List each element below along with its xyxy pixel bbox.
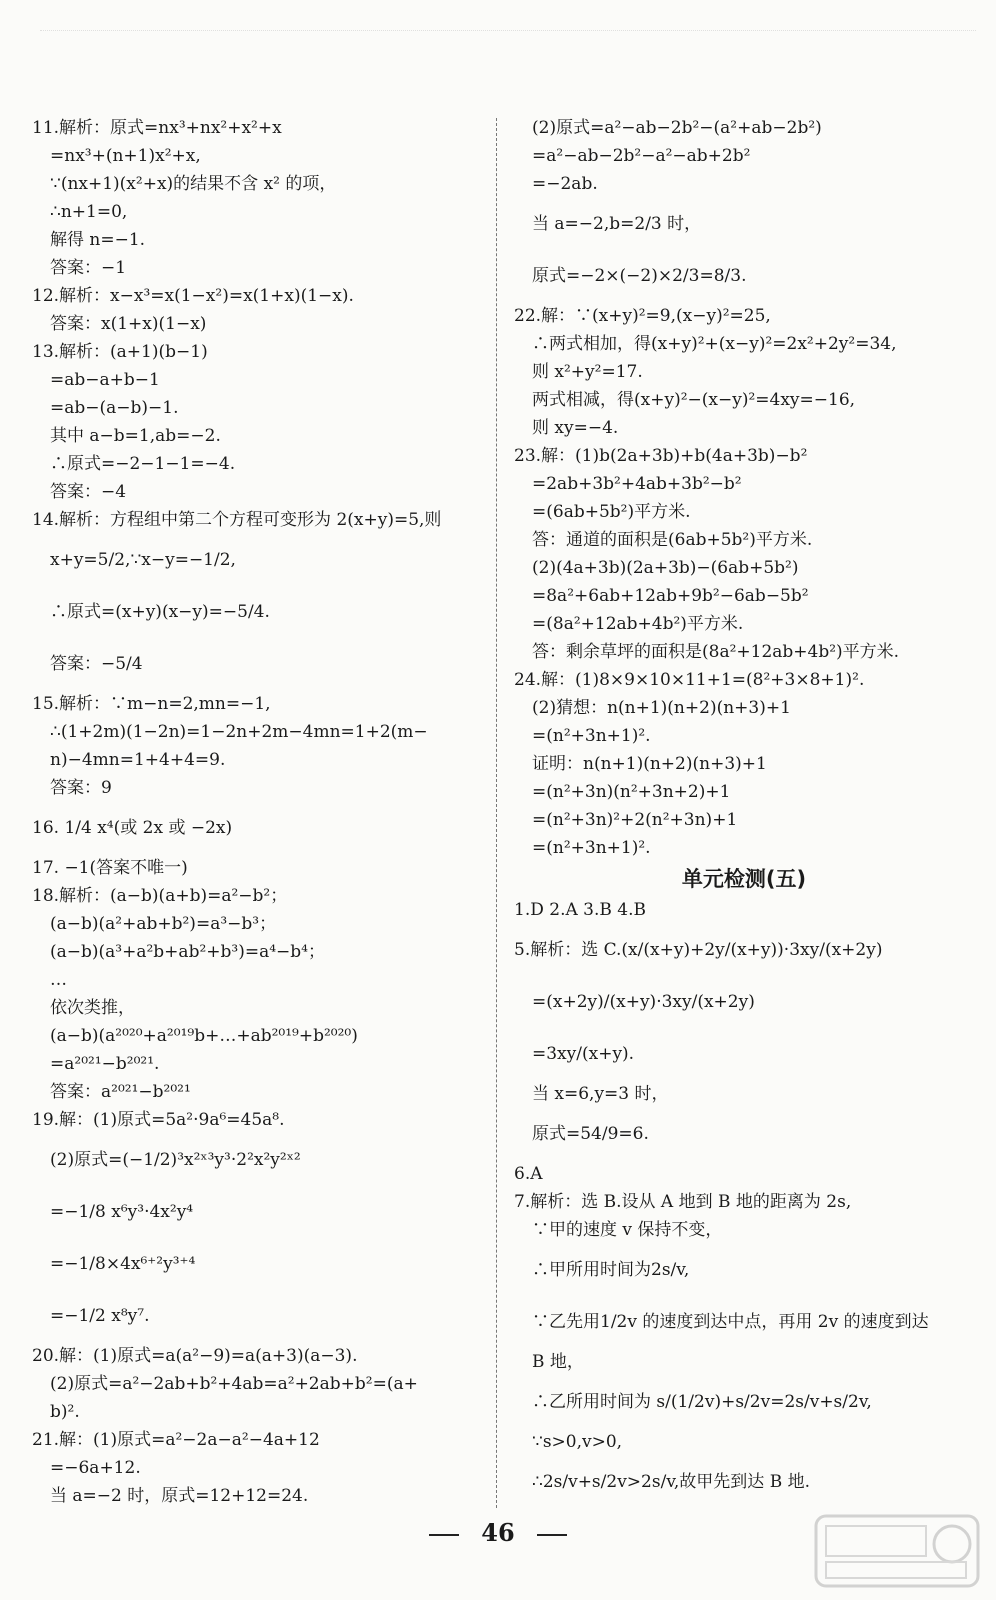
answer-line: 证明：n(n+1)(n+2)(n+3)+1 bbox=[532, 754, 767, 774]
answer-line: 22.解：∵(x+y)²=9,(x−y)²=25, bbox=[514, 306, 771, 326]
answer-line: =ab−a+b−1 bbox=[50, 370, 160, 390]
answer-line: 11.解析：原式=nx³+nx²+x²+x bbox=[32, 118, 282, 138]
answer-line: =−6a+12. bbox=[50, 1458, 141, 1478]
answer-line: 5.解析：选 C.(x/(x+y)+2y/(x+y))·3xy/(x+2y) bbox=[514, 940, 883, 960]
answer-line: 答案：a²⁰²¹−b²⁰²¹ bbox=[50, 1082, 191, 1102]
answer-line: 答案：9 bbox=[50, 778, 112, 798]
answer-line: =(n²+3n)²+2(n²+3n)+1 bbox=[532, 810, 738, 830]
page-top-edge bbox=[40, 14, 976, 31]
answer-line: =(n²+3n+1)². bbox=[532, 838, 651, 858]
answer-line: 24.解：(1)8×9×10×11+1=(8²+3×8+1)². bbox=[514, 670, 865, 690]
answer-line: ∵(nx+1)(x²+x)的结果不含 x² 的项， bbox=[50, 174, 337, 194]
answer-line: (2)原式=a²−ab−2b²−(a²+ab−2b²) bbox=[532, 118, 822, 138]
answer-line: 12.解析：x−x³=x(1−x²)=x(1+x)(1−x). bbox=[32, 286, 354, 306]
answer-line: 当 a=−2,b=2/3 时， bbox=[532, 214, 702, 234]
answer-line: ∴n+1=0, bbox=[50, 202, 128, 222]
answer-line: n)−4mn=1+4+4=9. bbox=[50, 750, 226, 770]
answer-line: (2)(4a+3b)(2a+3b)−(6ab+5b²) bbox=[532, 558, 799, 578]
answer-line: 21.解：(1)原式=a²−2a−a²−4a+12 bbox=[32, 1430, 320, 1450]
page-number-text: 46 bbox=[481, 1518, 515, 1547]
answer-line: 答：剩余草坪的面积是(8a²+12ab+4b²)平方米. bbox=[532, 642, 900, 662]
answer-line: =a²−ab−2b²−a²−ab+2b² bbox=[532, 146, 751, 166]
answer-line: (a−b)(a²⁰²⁰+a²⁰¹⁹b+…+ab²⁰¹⁹+b²⁰²⁰) bbox=[50, 1026, 358, 1046]
answer-line: (2)原式=a²−2ab+b²+4ab=a²+2ab+b²=(a+ bbox=[50, 1374, 418, 1394]
answer-line: =(n²+3n+1)². bbox=[532, 726, 651, 746]
answer-line: =(6ab+5b²)平方米. bbox=[532, 502, 691, 522]
answer-line: =a²⁰²¹−b²⁰²¹. bbox=[50, 1054, 160, 1074]
answer-line: =3xy/(x+y). bbox=[532, 1044, 635, 1064]
answer-line: (2)猜想：n(n+1)(n+2)(n+3)+1 bbox=[532, 698, 791, 718]
answer-line: ∵s>0,v>0, bbox=[532, 1432, 623, 1452]
answer-line: 两式相减，得(x+y)²−(x−y)²=4xy=−16, bbox=[532, 390, 856, 410]
answer-line: 则 xy=−4. bbox=[532, 418, 619, 438]
answer-line: =ab−(a−b)−1. bbox=[50, 398, 179, 418]
answer-line: (a−b)(a³+a²b+ab²+b³)=a⁴−b⁴； bbox=[50, 942, 325, 962]
answer-line: … bbox=[50, 970, 67, 990]
answer-line: (2)原式=(−1/2)³x²ˣ³y³·2²x²y²ˣ² bbox=[50, 1150, 301, 1170]
answer-line: =nx³+(n+1)x²+x, bbox=[50, 146, 201, 166]
answer-line: 1.D 2.A 3.B 4.B bbox=[514, 900, 646, 920]
answer-line: (a−b)(a²+ab+b²)=a³−b³； bbox=[50, 914, 277, 934]
answer-line: 解得 n=−1. bbox=[50, 230, 146, 250]
answer-line: 15.解析：∵m−n=2,mn=−1, bbox=[32, 694, 271, 714]
answer-line: 16. 1/4 x⁴(或 2x 或 −2x) bbox=[32, 818, 233, 838]
answer-line: b)². bbox=[50, 1402, 80, 1422]
answer-line: 20.解：(1)原式=a(a²−9)=a(a+3)(a−3). bbox=[32, 1346, 358, 1366]
answer-line: =−1/8 x⁶y³·4x²y⁴ bbox=[50, 1202, 194, 1222]
answer-line: ∴2s/v+s/2v>2s/v,故甲先到达 B 地. bbox=[532, 1472, 811, 1492]
answer-line: =−1/8×4x⁶⁺²y³⁺⁴ bbox=[50, 1254, 196, 1274]
answer-line: ∵乙先用1/2v 的速度到达中点，再用 2v 的速度到达 bbox=[532, 1312, 929, 1332]
answer-line: =(8a²+12ab+4b²)平方米. bbox=[532, 614, 744, 634]
answer-line: ∵甲的速度 v 保持不变， bbox=[532, 1220, 723, 1240]
answer-line: B 地， bbox=[532, 1352, 584, 1372]
answer-line: =(x+2y)/(x+y)·3xy/(x+2y) bbox=[532, 992, 755, 1012]
answer-line: 13.解析：(a+1)(b−1) bbox=[32, 342, 208, 362]
answer-line: 17. −1(答案不唯一) bbox=[32, 858, 188, 878]
answer-line: ∴(1+2m)(1−2n)=1−2n+2m−4mn=1+2(m− bbox=[50, 722, 428, 742]
answer-line: 18.解析：(a−b)(a+b)=a²−b²； bbox=[32, 886, 288, 906]
answer-line: 依次类推， bbox=[50, 998, 135, 1018]
answer-line: 答：通道的面积是(6ab+5b²)平方米. bbox=[532, 530, 813, 550]
answer-line: x+y=5/2,∵x−y=−1/2, bbox=[50, 550, 236, 570]
answer-line: 则 x²+y²=17. bbox=[532, 362, 643, 382]
answer-line: 14.解析：方程组中第二个方程可变形为 2(x+y)=5,则 bbox=[32, 510, 442, 530]
answer-line: 19.解：(1)原式=5a²·9a⁶=45a⁸. bbox=[32, 1110, 285, 1130]
answer-line: =−1/2 x⁸y⁷. bbox=[50, 1306, 150, 1326]
answer-line: =8a²+6ab+12ab+9b²−6ab−5b² bbox=[532, 586, 809, 606]
section-title: 单元检测(五) bbox=[681, 867, 807, 891]
answer-line: 答案：x(1+x)(1−x) bbox=[50, 314, 207, 334]
answer-line: ∴原式=(x+y)(x−y)=−5/4. bbox=[50, 602, 270, 622]
answer-line: 当 a=−2 时，原式=12+12=24. bbox=[50, 1486, 309, 1506]
answer-line: 原式=54/9=6. bbox=[532, 1124, 649, 1144]
answer-line: =−2ab. bbox=[532, 174, 598, 194]
answer-line: 当 x=6,y=3 时， bbox=[532, 1084, 669, 1104]
answer-line: ∴乙所用时间为 s/(1/2v)+s/2v=2s/v+s/2v, bbox=[532, 1392, 872, 1412]
answer-line: 答案：−1 bbox=[50, 258, 127, 278]
answer-line: ∴两式相加，得(x+y)²+(x−y)²=2x²+2y²=34, bbox=[532, 334, 897, 354]
column-divider bbox=[496, 118, 497, 1508]
answer-line: ∴甲所用时间为2s/v, bbox=[532, 1260, 690, 1280]
answer-line: 答案：−4 bbox=[50, 482, 127, 502]
answer-line: 原式=−2×(−2)×2/3=8/3. bbox=[532, 266, 747, 286]
answer-line: 7.解析：选 B.设从 A 地到 B 地的距离为 2s, bbox=[514, 1192, 852, 1212]
answer-line: 其中 a−b=1,ab=−2. bbox=[50, 426, 221, 446]
watermark-logo bbox=[812, 1512, 982, 1590]
left-column bbox=[32, 114, 482, 1510]
answer-line: 6.A bbox=[514, 1164, 543, 1184]
answer-line: 答案：−5/4 bbox=[50, 654, 143, 674]
answer-line: ∴原式=−2−1−1=−4. bbox=[50, 454, 236, 474]
answer-line: =2ab+3b²+4ab+3b²−b² bbox=[532, 474, 742, 494]
answer-line: =(n²+3n)(n²+3n+2)+1 bbox=[532, 782, 731, 802]
right-column bbox=[514, 114, 974, 1508]
answer-line: 23.解：(1)b(2a+3b)+b(4a+3b)−b² bbox=[514, 446, 808, 466]
